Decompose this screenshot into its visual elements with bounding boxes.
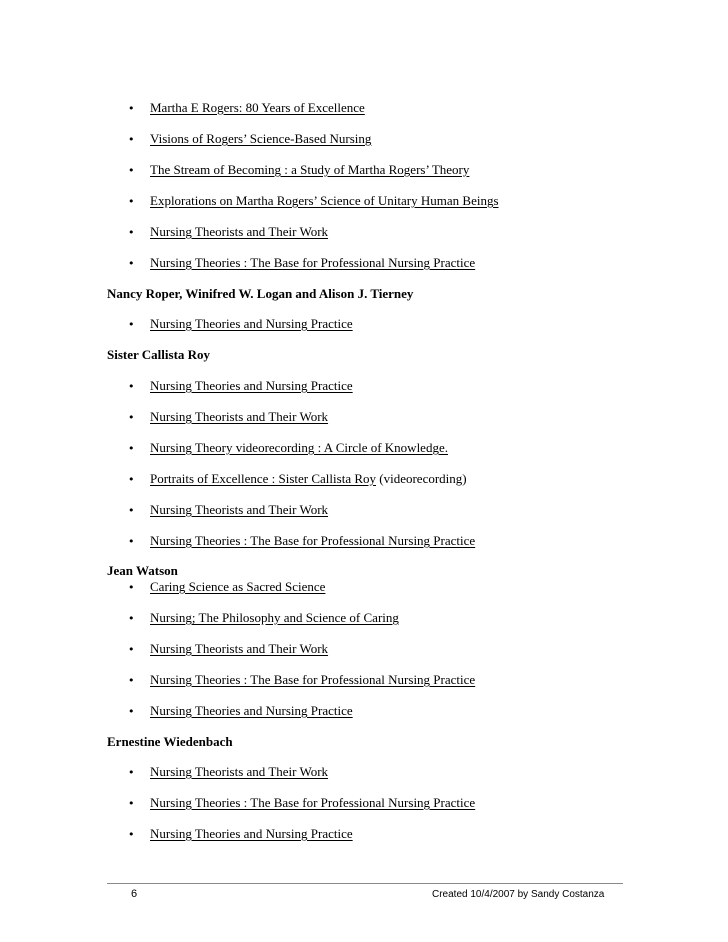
list-item — [128, 408, 328, 426]
bullet-icon: • — [128, 535, 135, 548]
list-item — [128, 377, 353, 395]
list-item — [128, 763, 328, 781]
book-link[interactable]: Nursing Theorists and Their Work — [150, 502, 329, 517]
list-item — [128, 671, 475, 689]
page-number: 6 — [131, 888, 138, 900]
bullet-icon: • — [128, 442, 135, 455]
footer-credit: Created 10/4/2007 by Sandy Costanza — [432, 889, 605, 900]
bullet-icon: • — [128, 797, 135, 810]
book-link[interactable]: Nursing Theories and Nursing Practice — [150, 826, 353, 841]
list-item — [128, 532, 475, 550]
bullet-icon: • — [128, 643, 135, 656]
bullet-icon: • — [128, 581, 135, 594]
book-link[interactable]: Nursing Theories : The Base for Professional Nursing Practice — [150, 795, 476, 810]
book-link[interactable]: Nursing Theories : The Base for Professional Nursing Practice — [150, 255, 476, 270]
book-link[interactable]: Nursing Theories and Nursing Practice — [150, 703, 353, 718]
bullet-icon: • — [128, 257, 135, 270]
bullet-icon: • — [128, 195, 135, 208]
list-item — [128, 470, 467, 488]
bullet-icon: • — [128, 133, 135, 146]
list-item — [128, 223, 328, 241]
list-item — [128, 192, 499, 210]
book-link[interactable]: Visions of Rogers’ Science-Based Nursing — [150, 131, 372, 146]
section-heading-watson: Jean Watson — [107, 563, 178, 578]
bullet-icon: • — [128, 674, 135, 687]
book-link[interactable]: Nursing Theories and Nursing Practice — [150, 378, 353, 393]
bullet-icon: • — [128, 612, 135, 625]
book-link[interactable]: Nursing; The Philosophy and Science of Caring — [150, 610, 399, 625]
book-link[interactable]: Nursing Theorists and Their Work — [150, 224, 329, 239]
book-link[interactable]: Nursing Theories : The Base for Professional Nursing Practice — [150, 533, 476, 548]
list-item — [128, 609, 399, 627]
bullet-icon: • — [128, 473, 135, 486]
section-heading-wiedenbach: Ernestine Wiedenbach — [107, 734, 233, 749]
list-item — [128, 640, 328, 658]
list-item — [128, 254, 475, 272]
bullet-icon: • — [128, 705, 135, 718]
bullet-icon: • — [128, 318, 135, 331]
section-heading-roper: Nancy Roper, Winifred W. Logan and Alison J. Tierney — [107, 286, 414, 301]
book-link[interactable]: The Stream of Becoming : a Study of Martha Rogers’ Theory — [150, 162, 470, 177]
list-item — [128, 794, 475, 812]
book-link[interactable]: Nursing Theorists and Their Work — [150, 764, 329, 779]
list-item — [128, 501, 328, 519]
book-link[interactable]: Explorations on Martha Rogers’ Science of Unitary Human Beings — [150, 193, 499, 208]
book-link[interactable]: Portraits of Excellence : Sister Callista Roy — [150, 471, 377, 486]
list-item — [128, 315, 353, 333]
bullet-icon: • — [128, 828, 135, 841]
bullet-icon: • — [128, 380, 135, 393]
list-item — [128, 825, 353, 843]
list-item — [128, 99, 365, 117]
bullet-icon: • — [128, 226, 135, 239]
list-item — [128, 130, 371, 148]
list-item — [128, 702, 353, 720]
book-link[interactable]: Martha E Rogers: 80 Years of Excellence — [150, 100, 365, 115]
section-heading-roy: Sister Callista Roy — [107, 347, 211, 362]
book-link[interactable]: Nursing Theory videorecording : A Circle of Knowledge. — [150, 440, 448, 455]
book-link[interactable]: Nursing Theorists and Their Work — [150, 409, 329, 424]
item-note: (videorecording) — [376, 471, 467, 486]
bullet-icon: • — [128, 102, 135, 115]
bullet-icon: • — [128, 411, 135, 424]
footer-divider — [107, 883, 623, 884]
book-link[interactable]: Nursing Theories and Nursing Practice — [150, 316, 353, 331]
list-item — [128, 439, 448, 457]
list-item — [128, 578, 325, 596]
bullet-icon: • — [128, 766, 135, 779]
bullet-icon: • — [128, 504, 135, 517]
book-link[interactable]: Caring Science as Sacred Science — [150, 579, 326, 594]
bullet-icon: • — [128, 164, 135, 177]
book-link[interactable]: Nursing Theorists and Their Work — [150, 641, 329, 656]
list-item — [128, 161, 469, 179]
book-link[interactable]: Nursing Theories : The Base for Professional Nursing Practice — [150, 672, 476, 687]
